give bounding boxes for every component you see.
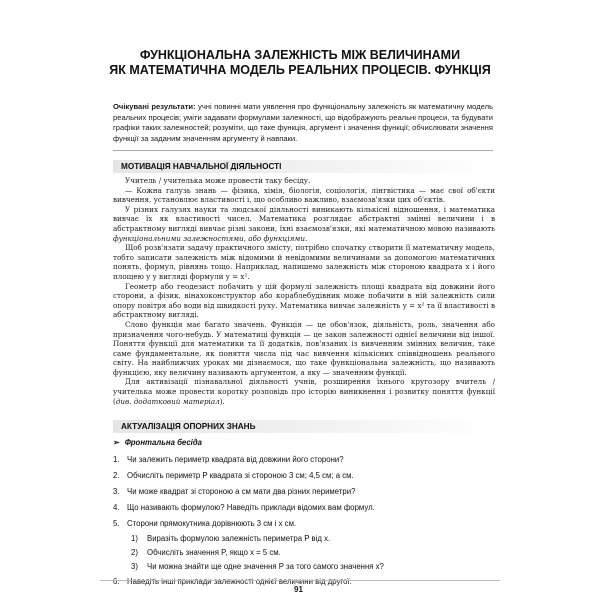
item-number: 4. <box>113 502 120 512</box>
page-title <box>100 48 500 78</box>
expected-text: учні повинні мати уявлення про функціональну залежність як математичну модель реальних процесів; уміти задавати формулами залежності, що відображують реальні процеси, та будувати графіки таких залежностей; розуміти, що таке функція, аргумент і значення функції; обчислювати значення функції за заданим значенням аргументу й навпаки. <box>113 102 493 143</box>
italic-term: функціональними залежностями, або функціями <box>113 233 305 243</box>
text-span: Для активізації пізнавальної діяльності учнів, розширення їхнього кругозору вчитель / учителька може провести коротку розповідь про історію виникнення і розвитку поняття функції ( <box>113 377 495 406</box>
paragraph: Геометр або геодезист побачить у цій формулі залежність площі квадрата від довжини його сторони, а фізик, вінахоконструктор або кораблебудівник може побачити в ній залежність сили опору повітря або води від швидкості руху. Математика вивчає залежність y = x² та її властивості в абстрактному вигляді. <box>113 281 495 320</box>
paragraph <box>113 205 495 243</box>
questions-list <box>113 438 493 589</box>
paragraph: Щоб розв'язати задачу практичного змісту, потрібно спочатку створити її математичну модель, тобто записати залежність між відомими й невідомими величинами за допомогою математичних понять, формул, рівнянь тощо. Наприклад, напишемо залежність між стороною квадрата x і його площею y у вигляді формули y = x². <box>113 243 495 281</box>
text-span: . <box>305 233 308 243</box>
item-number: 3. <box>113 486 120 496</box>
expected-label: Очікувані результати: <box>113 102 196 111</box>
item-text: Обчисліть периметр P квадрата зі стороною 3 см; 4,5 см; a см. <box>127 470 354 480</box>
list-item <box>113 483 493 499</box>
sub-text: Виразіть формулою залежність периметра P від x. <box>147 533 331 543</box>
list-item <box>113 515 493 531</box>
text-span: У різних галузях науки та людської діяльності виникають кількісні відношення, і математика вивчає їх як властивості чисел. Математика розглядає абстрактні змінні величини і в абстрактному вигляді вивчає різні закони, їхні взаємозв'язки, які математичною мовою називають <box>113 204 495 233</box>
item-text: Що називають формулою? Наведіть приклади відомих вам формул. <box>127 502 375 512</box>
sub-number: 3) <box>131 561 138 571</box>
footer-divider <box>100 580 500 581</box>
section-heading-motivation: МОТИВАЦІЯ НАВЧАЛЬНОЇ ДІЯЛЬНОСТІ <box>113 160 493 173</box>
italic-ref: див. додатковий матеріал <box>115 396 220 406</box>
paragraph: Учитель / учителька може провести таку бесіду. <box>125 176 311 185</box>
sub-item <box>113 559 493 573</box>
sub-item <box>113 531 493 545</box>
list-item <box>113 573 493 589</box>
item-number: 5. <box>113 518 120 528</box>
item-text: Сторони прямокутника дорівнюють 3 см і x см. <box>127 518 297 528</box>
item-text: Чи може квадрат зі стороною a см мати два різних периметри? <box>127 486 356 496</box>
title-line-1: ФУНКЦІОНАЛЬНА ЗАЛЕЖНІСТЬ МІЖ ВЕЛИЧИНАМИ <box>139 48 461 62</box>
expected-results <box>113 102 493 151</box>
item-number: 6. <box>113 576 120 586</box>
title-line-2: ЯК МАТЕМАТИЧНА МОДЕЛЬ РЕАЛЬНИХ ПРОЦЕСІВ. ФУНКЦІЯ <box>109 63 491 77</box>
page-number: 91 <box>294 585 303 594</box>
paragraph <box>113 377 495 406</box>
item-text: Наведіть інші приклади залежності однієї величини від другої. <box>127 576 352 586</box>
paragraph: — Кожна галузь знань — фізика, хімія, біологія, соціологія, лінгвістика — має свої об'єкти вивчення, установлює властивості і, що особливо важливо, взаємозв'язки цих об'єктів. <box>113 185 495 205</box>
list-item <box>113 499 493 515</box>
text-span: ). <box>219 396 225 406</box>
arrow-icon: ➢ <box>113 438 120 447</box>
frontal-talk-header <box>113 438 493 447</box>
sub-number: 2) <box>131 547 138 557</box>
frontal-talk-label: Фронтальна бесіда <box>124 438 202 447</box>
section-heading-actualization: АКТУАЛІЗАЦІЯ ОПОРНИХ ЗНАНЬ <box>113 420 493 433</box>
motivation-body <box>113 176 495 406</box>
item-number: 1. <box>113 454 120 464</box>
item-text: Чи залежить периметр квадрата від довжини його сторони? <box>127 454 344 464</box>
paragraph: Слово функція має багато значень. Функція — це обов'язок, діяльність, роль, значення або призначення чого-небудь. У математиці функція — це закон залежності однієї величини від іншої. Поняття функції для математики та її додатків, пов'язаних із вивченням змінних величин, таке саме фундаментальне, як поняття числа під час вивчення кількісних співвідношень реального світу. На найближчих уроках ми дізнаємося, що таке функціональна залежність, що називають функцією, яку величину називають аргументом, а яку — значенням функції. <box>113 319 495 377</box>
item-number: 2. <box>113 470 120 480</box>
list-item <box>113 451 493 467</box>
sub-item <box>113 545 493 559</box>
list-item <box>113 467 493 483</box>
sub-number: 1) <box>131 533 138 543</box>
sub-text: Обчисліть значення P, якщо x = 5 см. <box>147 547 281 557</box>
sub-text: Чи можна знайти ще одне значення P за того самого значення x? <box>147 561 384 571</box>
